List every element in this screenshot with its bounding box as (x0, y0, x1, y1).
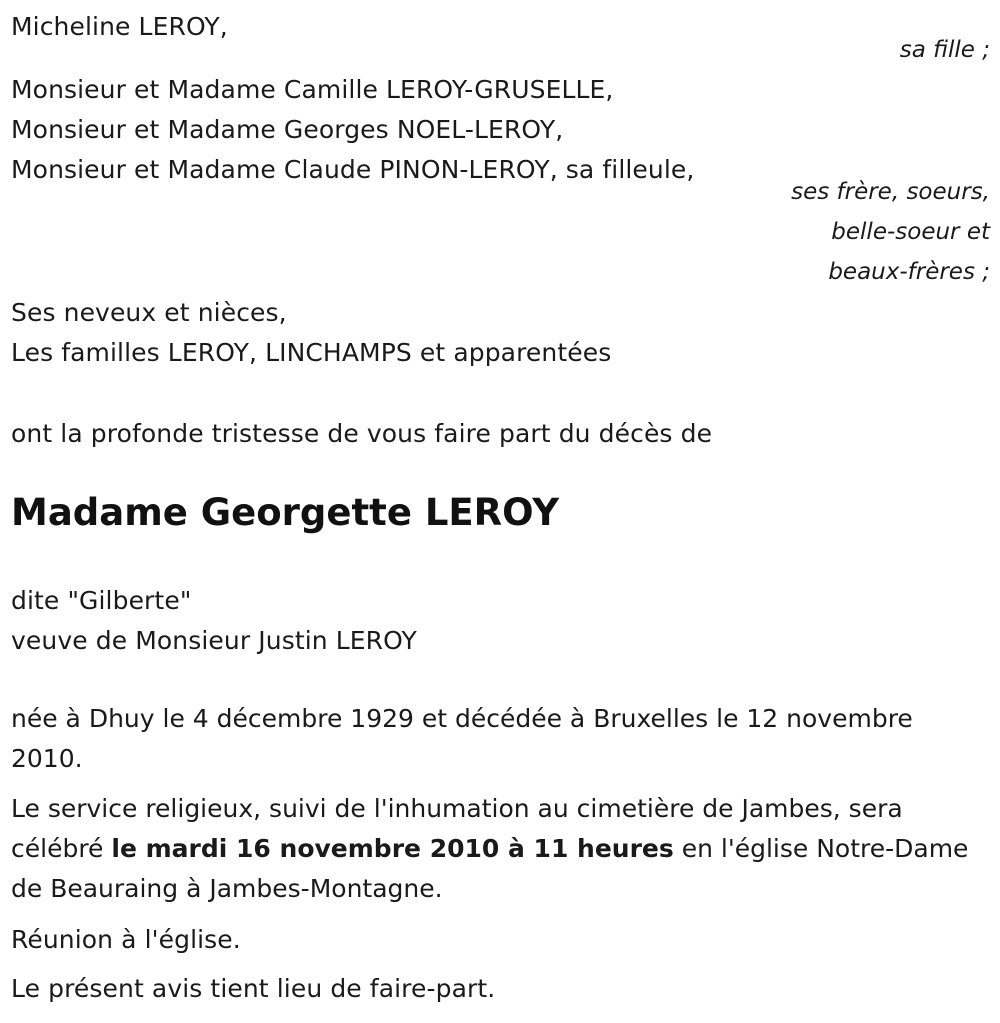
daughter-name: Micheline LEROY, (11, 12, 228, 41)
sibling-line: Monsieur et Madame Georges NOEL-LEROY, (11, 115, 564, 144)
siblings-role-line: beaux-frères ; (828, 259, 990, 285)
sibling-line: Monsieur et Madame Claude PINON-LEROY, sa filleule, (11, 155, 695, 184)
widow-of: veuve de Monsieur Justin LEROY (11, 626, 417, 655)
service-text-before: Le service religieux, suivi de l'inhumation au cimetière de Jambes, sera célébré (11, 794, 903, 863)
deceased-nickname: dite "Gilberte" (11, 586, 192, 615)
birth-death-paragraph: née à Dhuy le 4 décembre 1929 et décédée à Bruxelles le 12 novembre 2010. (11, 704, 913, 773)
service-paragraph (11, 789, 986, 909)
reunion-text: Réunion à l'église. (11, 925, 241, 954)
sibling-line: Monsieur et Madame Camille LEROY-GRUSELLE, (11, 75, 614, 104)
siblings-role-line: belle-soeur et (831, 219, 990, 245)
announcement-text: ont la profonde tristesse de vous faire part du décès de (11, 419, 713, 448)
relatives-line: Les familles LEROY, LINCHAMPS et apparentées (11, 338, 612, 367)
daughter-role: sa fille ; (899, 37, 990, 63)
service-date: le mardi 16 novembre 2010 à 11 heures (111, 834, 674, 863)
relatives-line: Ses neveux et nièces, (11, 298, 287, 327)
notice-text: Le présent avis tient lieu de faire-part. (11, 974, 496, 1003)
service-text-after: en l'église Notre-Dame de Beauraing à Jambes-Montagne. (11, 834, 969, 903)
deceased-name: Madame Georgette LEROY (11, 491, 560, 534)
siblings-role-line: ses frère, soeurs, (791, 179, 990, 205)
